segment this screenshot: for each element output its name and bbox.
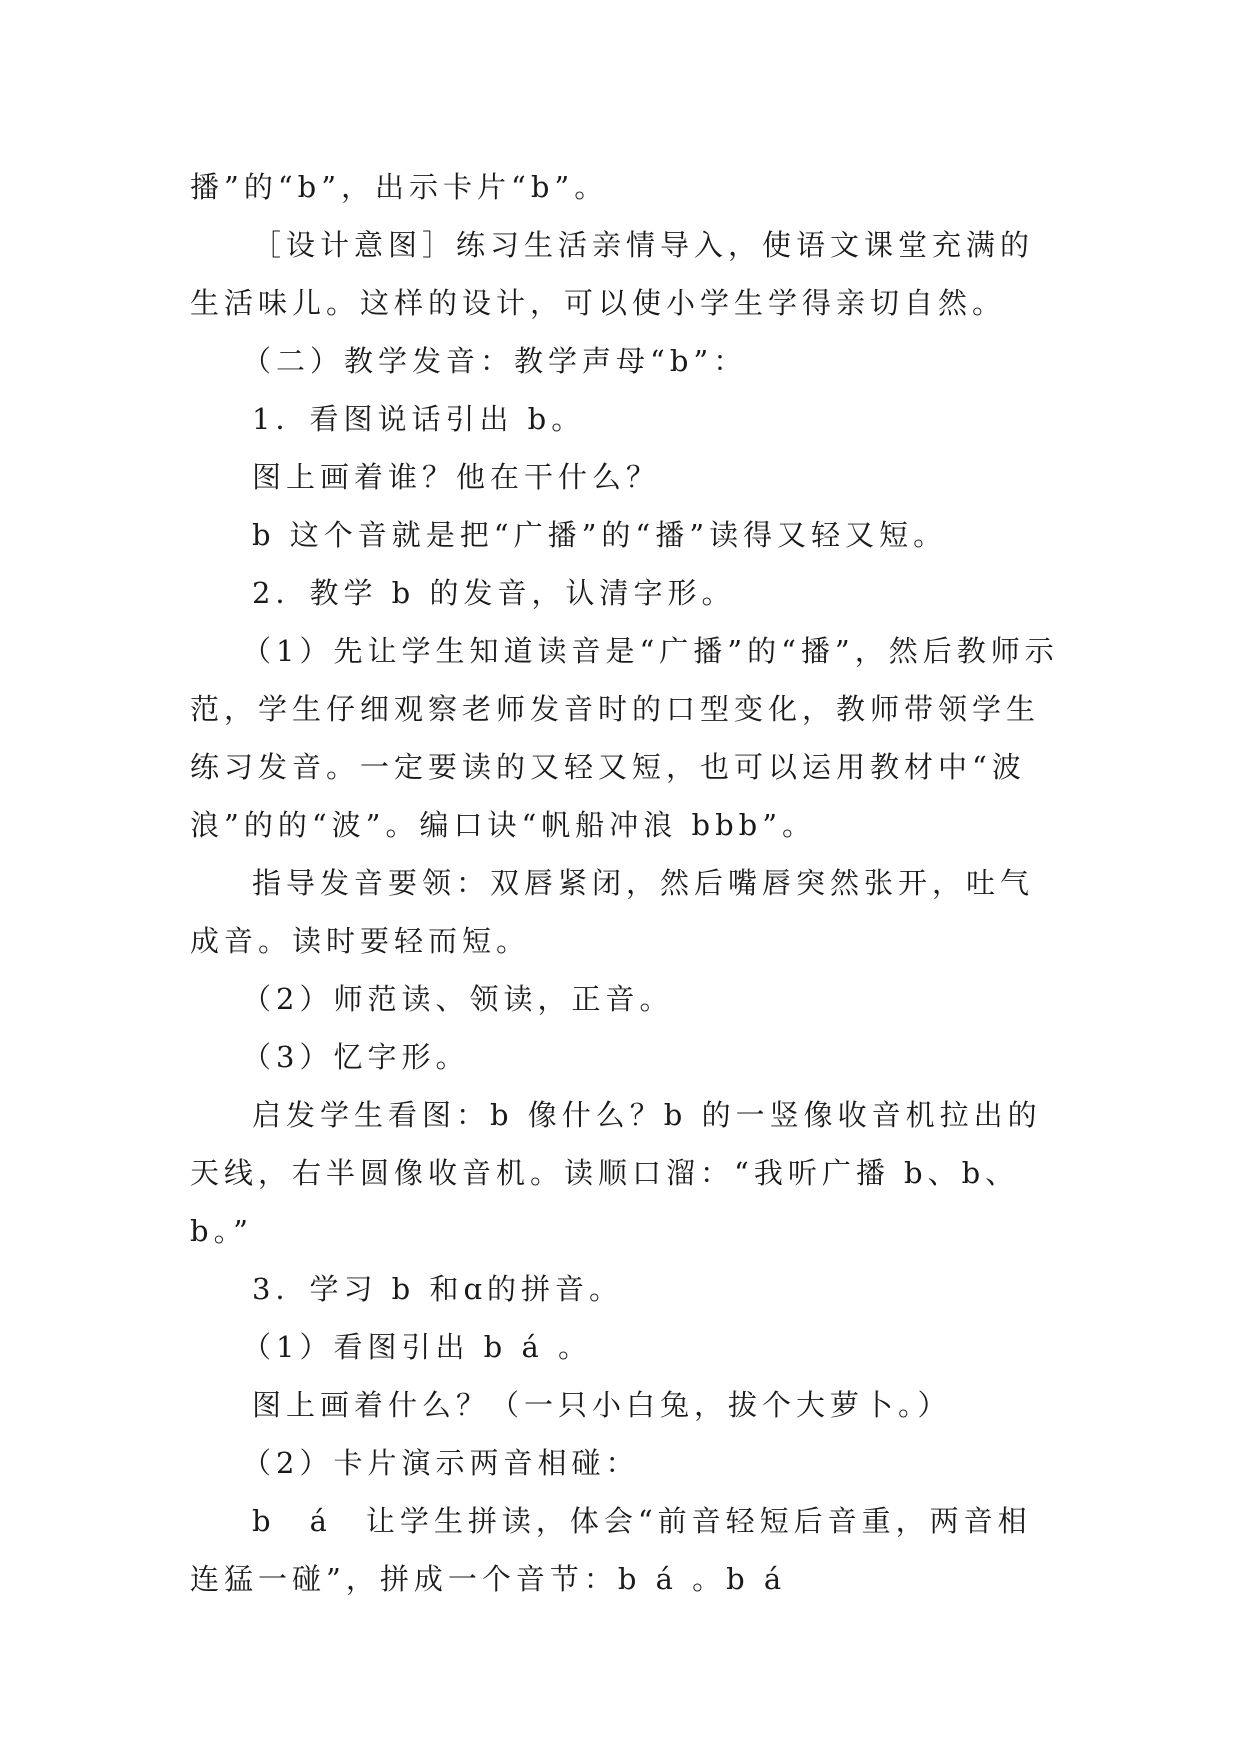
paragraph: （2）卡片演示两音相碰： <box>242 1446 640 1480</box>
paragraph: 3．学习 b 和ɑ的拼音。 <box>252 1272 624 1306</box>
paragraph: b 这个音就是把“广播”的“播”读得又轻又短。 <box>252 518 948 552</box>
paragraph: 指导发音要领：双唇紧闭，然后嘴唇突然张开，吐气成音。读时要轻而短。 <box>190 866 1035 958</box>
paragraph: 1．看图说话引出 b。 <box>252 402 586 436</box>
paragraph: （1）先让学生知道读音是“广播”的“播”，然后教师示范，学生仔细观察老师发音时的口型变化，教师带领学生练习发音。一定要读的又轻又短，也可以运用教材中“波浪”的的“波”。编口诀“帆船冲浪 bbb”。 <box>190 634 1059 842</box>
paragraph: ［设计意图］练习生活亲情导入，使语文课堂充满的生活味儿。这样的设计，可以使小学生学得亲切自然。 <box>190 228 1035 320</box>
paragraph: （1）看图引出 b á 。 <box>242 1330 592 1364</box>
paragraph: 播”的“b”，出示卡片“b”。 <box>190 170 609 204</box>
paragraph: （3）忆字形。 <box>242 1040 470 1074</box>
document-body <box>190 158 1060 1608</box>
paragraph: （2）师范读、领读，正音。 <box>242 982 674 1016</box>
paragraph: 图上画着谁？他在干什么？ <box>252 460 661 494</box>
paragraph: 启发学生看图：b 像什么？b 的一竖像收音机拉出的天线，右半圆像收音机。读顺口溜：“我听广播 b、b、b。” <box>190 1098 1042 1248</box>
paragraph: （二）教学发音：教学声母“b”： <box>242 344 748 378</box>
paragraph: b á 让学生拼读，体会“前音轻短后音重，两音相连猛一碰”，拼成一个音节：b á 。b á <box>190 1504 1032 1596</box>
paragraph: 2．教学 b 的发音，认清字形。 <box>252 576 736 610</box>
paragraph: 图上画着什么？（一只小白兔，拔个大萝卜。） <box>252 1388 952 1422</box>
